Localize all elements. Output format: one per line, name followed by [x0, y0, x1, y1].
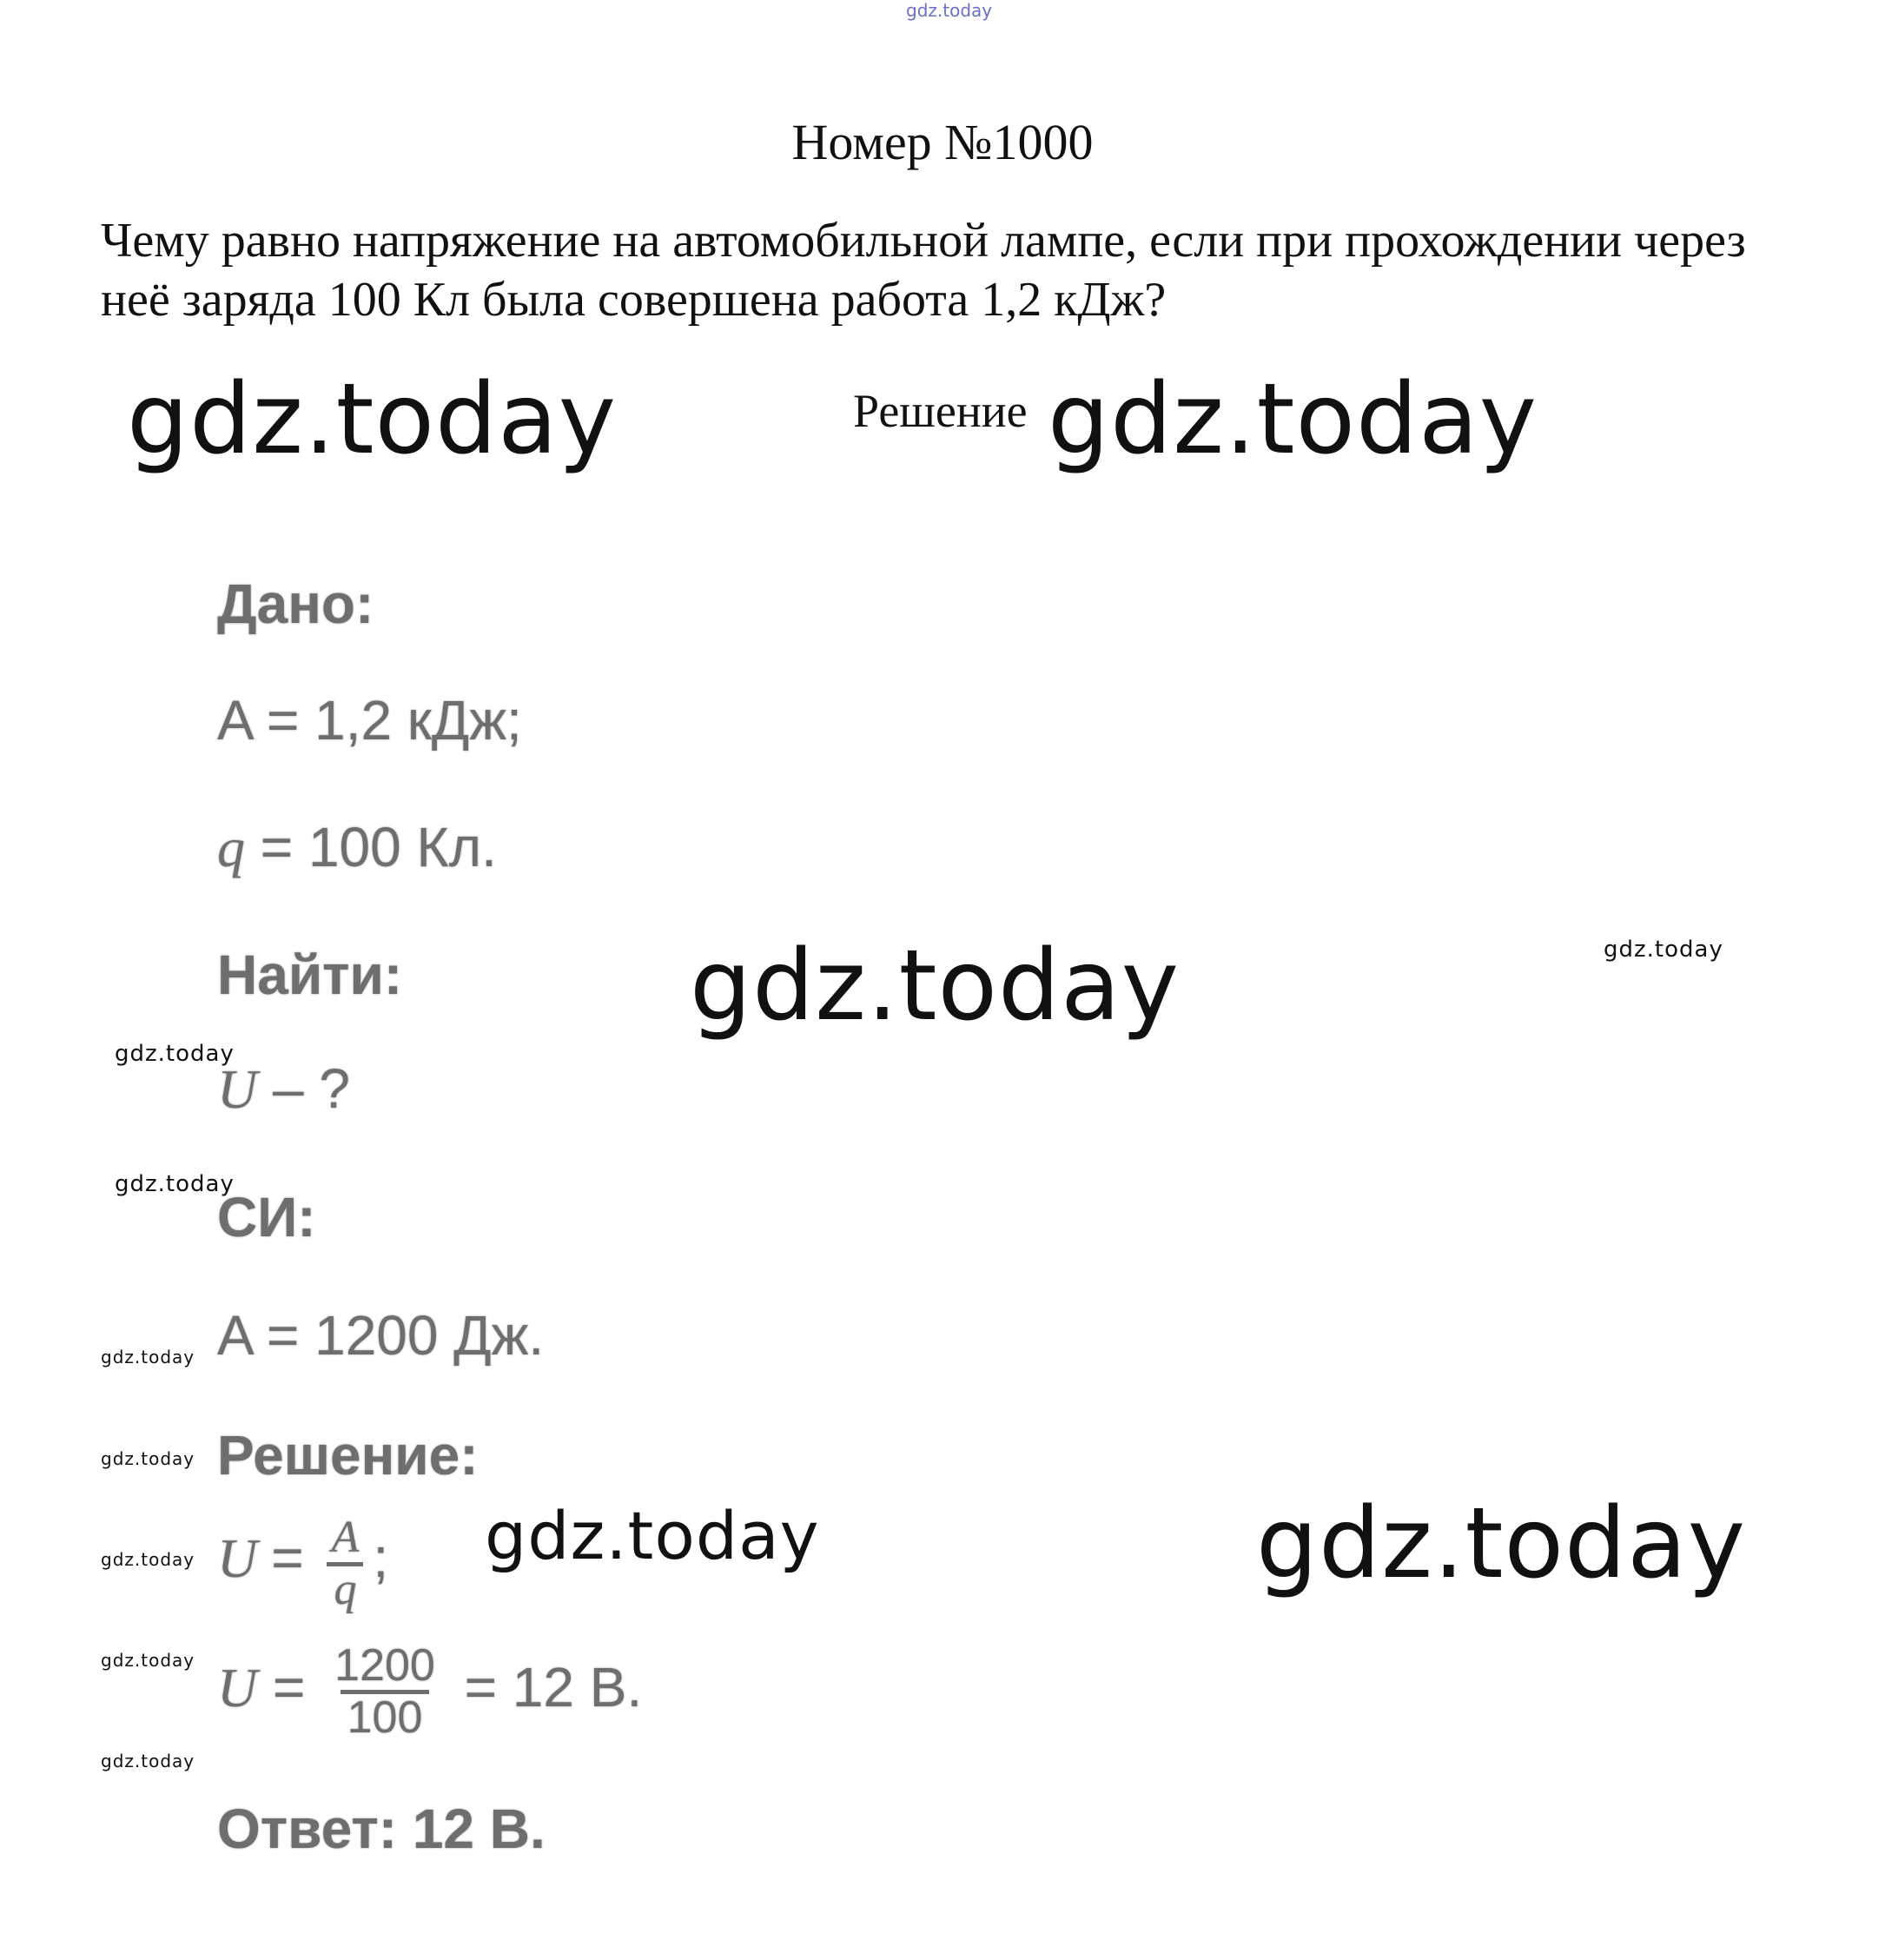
calc-result: = 12 В.: [464, 1656, 643, 1718]
watermark-small: gdz.today: [115, 1041, 235, 1067]
calc-denominator: 100: [341, 1690, 430, 1742]
watermark-small: gdz.today: [1604, 937, 1723, 963]
calculation: [217, 1642, 642, 1741]
watermark-large: gdz.today: [127, 363, 618, 476]
watermark-large: gdz.today: [690, 930, 1181, 1043]
watermark-small: gdz.today: [101, 1751, 195, 1771]
given-charge-value: = 100 Кл.: [245, 816, 497, 878]
given-label: Дано:: [217, 573, 374, 635]
formula-numerator: A: [331, 1513, 360, 1562]
find-label: Найти:: [217, 944, 403, 1006]
formula-lhs: U: [217, 1526, 258, 1589]
find-question: – ?: [257, 1057, 350, 1120]
formula-equals: =: [271, 1526, 304, 1589]
calc-equals: =: [273, 1656, 306, 1718]
si-label: СИ:: [217, 1186, 316, 1248]
calc-numerator: 1200: [334, 1640, 435, 1691]
watermark-large: gdz.today: [1048, 363, 1538, 476]
watermark-large: gdz.today: [1256, 1487, 1747, 1600]
watermark-small: gdz.today: [101, 1347, 195, 1367]
header-site-watermark: gdz.today: [906, 0, 993, 21]
si-value: A = 1200 Дж.: [217, 1304, 545, 1367]
formula-denominator: q: [327, 1562, 363, 1614]
find-variable: U: [217, 1058, 258, 1120]
watermark-small: gdz.today: [101, 1650, 195, 1671]
watermark-small: gdz.today: [115, 1171, 235, 1197]
answer: Ответ: 12 В.: [217, 1798, 546, 1860]
formula: [217, 1514, 388, 1613]
solution-heading: Решение: [853, 385, 1028, 437]
given-charge: [217, 815, 497, 880]
calc-lhs: U: [217, 1657, 258, 1718]
given-work: A = 1,2 кДж;: [217, 689, 522, 752]
formula-fraction: [325, 1514, 367, 1613]
watermark-small: gdz.today: [101, 1549, 195, 1570]
calc-fraction: [327, 1642, 442, 1741]
watermark-medium: gdz.today: [485, 1497, 820, 1574]
formula-semicolon: ;: [373, 1526, 389, 1589]
find-unknown: [217, 1056, 350, 1122]
solve-label: Решение:: [217, 1424, 479, 1487]
problem-text: Чему равно напряжение на автомобильной лампе, если при прохождении через неё заряда 100 Кл была совершена работа 1,2 кДж?: [101, 214, 1746, 327]
watermark-small: gdz.today: [101, 1448, 195, 1469]
given-charge-variable: q: [217, 817, 245, 878]
page-title: Номер №1000: [791, 114, 1094, 170]
